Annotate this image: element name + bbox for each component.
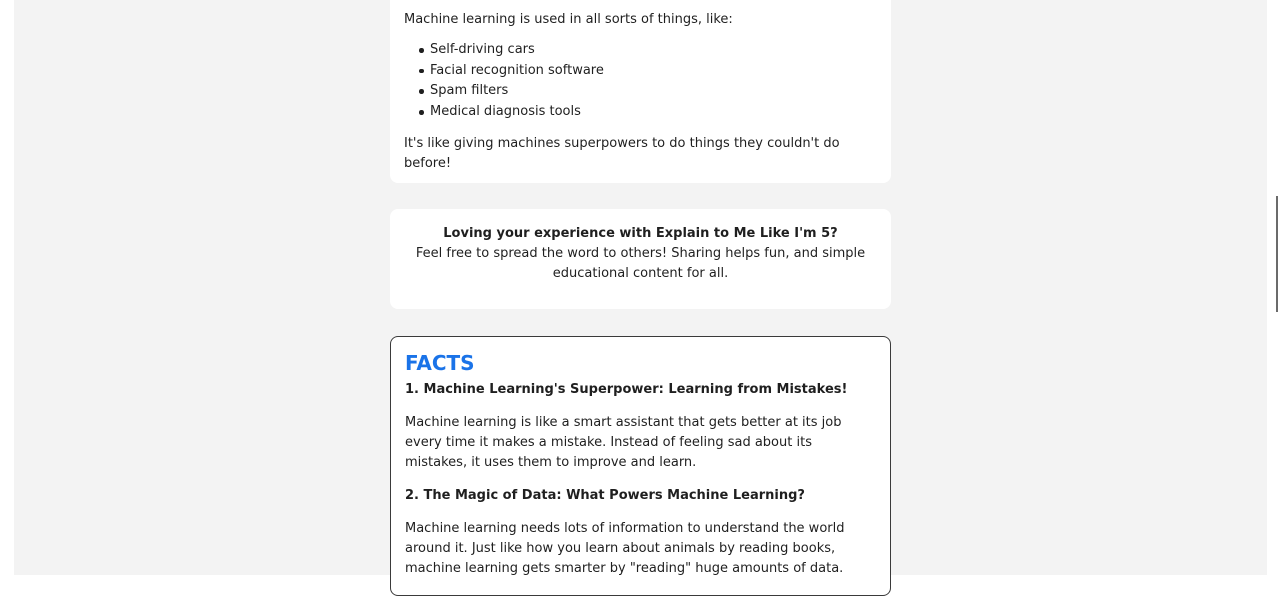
scrollbar-thumb[interactable]	[1276, 196, 1278, 312]
fact-title: 1. Machine Learning's Superpower: Learning from Mistakes!	[405, 382, 848, 397]
share-prompt-card	[390, 209, 891, 309]
share-prompt-text: Feel free to spread the word to others! Sharing helps fun, and simple educational content for all.	[415, 246, 866, 281]
facts-card	[390, 336, 891, 596]
list-item: Spam filters	[430, 81, 877, 102]
answer-card	[390, 0, 891, 183]
list-item: Medical diagnosis tools	[430, 102, 877, 123]
share-prompt-title: Loving your experience with Explain to Me Like I'm 5?	[443, 226, 838, 241]
uses-intro-text: Machine learning is used in all sorts of things, like:	[404, 12, 733, 27]
facts-heading: FACTS	[405, 351, 475, 375]
uses-list	[404, 40, 877, 123]
fact-title: 2. The Magic of Data: What Powers Machine Learning?	[405, 488, 805, 503]
fact-body: Machine learning is like a smart assistant that gets better at its job every time it makes a mistake. Instead of feeling sad about its mistakes, it uses them to improve and learn.	[405, 415, 842, 470]
uses-closing-text: It's like giving machines superpowers to do things they couldn't do before!	[404, 135, 840, 171]
list-item: Facial recognition software	[430, 61, 877, 82]
list-item: Self-driving cars	[430, 40, 877, 61]
fact-body: Machine learning needs lots of information to understand the world around it. Just like how you learn about animals by reading books, machine learning gets smarter by "reading" huge amounts of data.	[405, 521, 845, 576]
